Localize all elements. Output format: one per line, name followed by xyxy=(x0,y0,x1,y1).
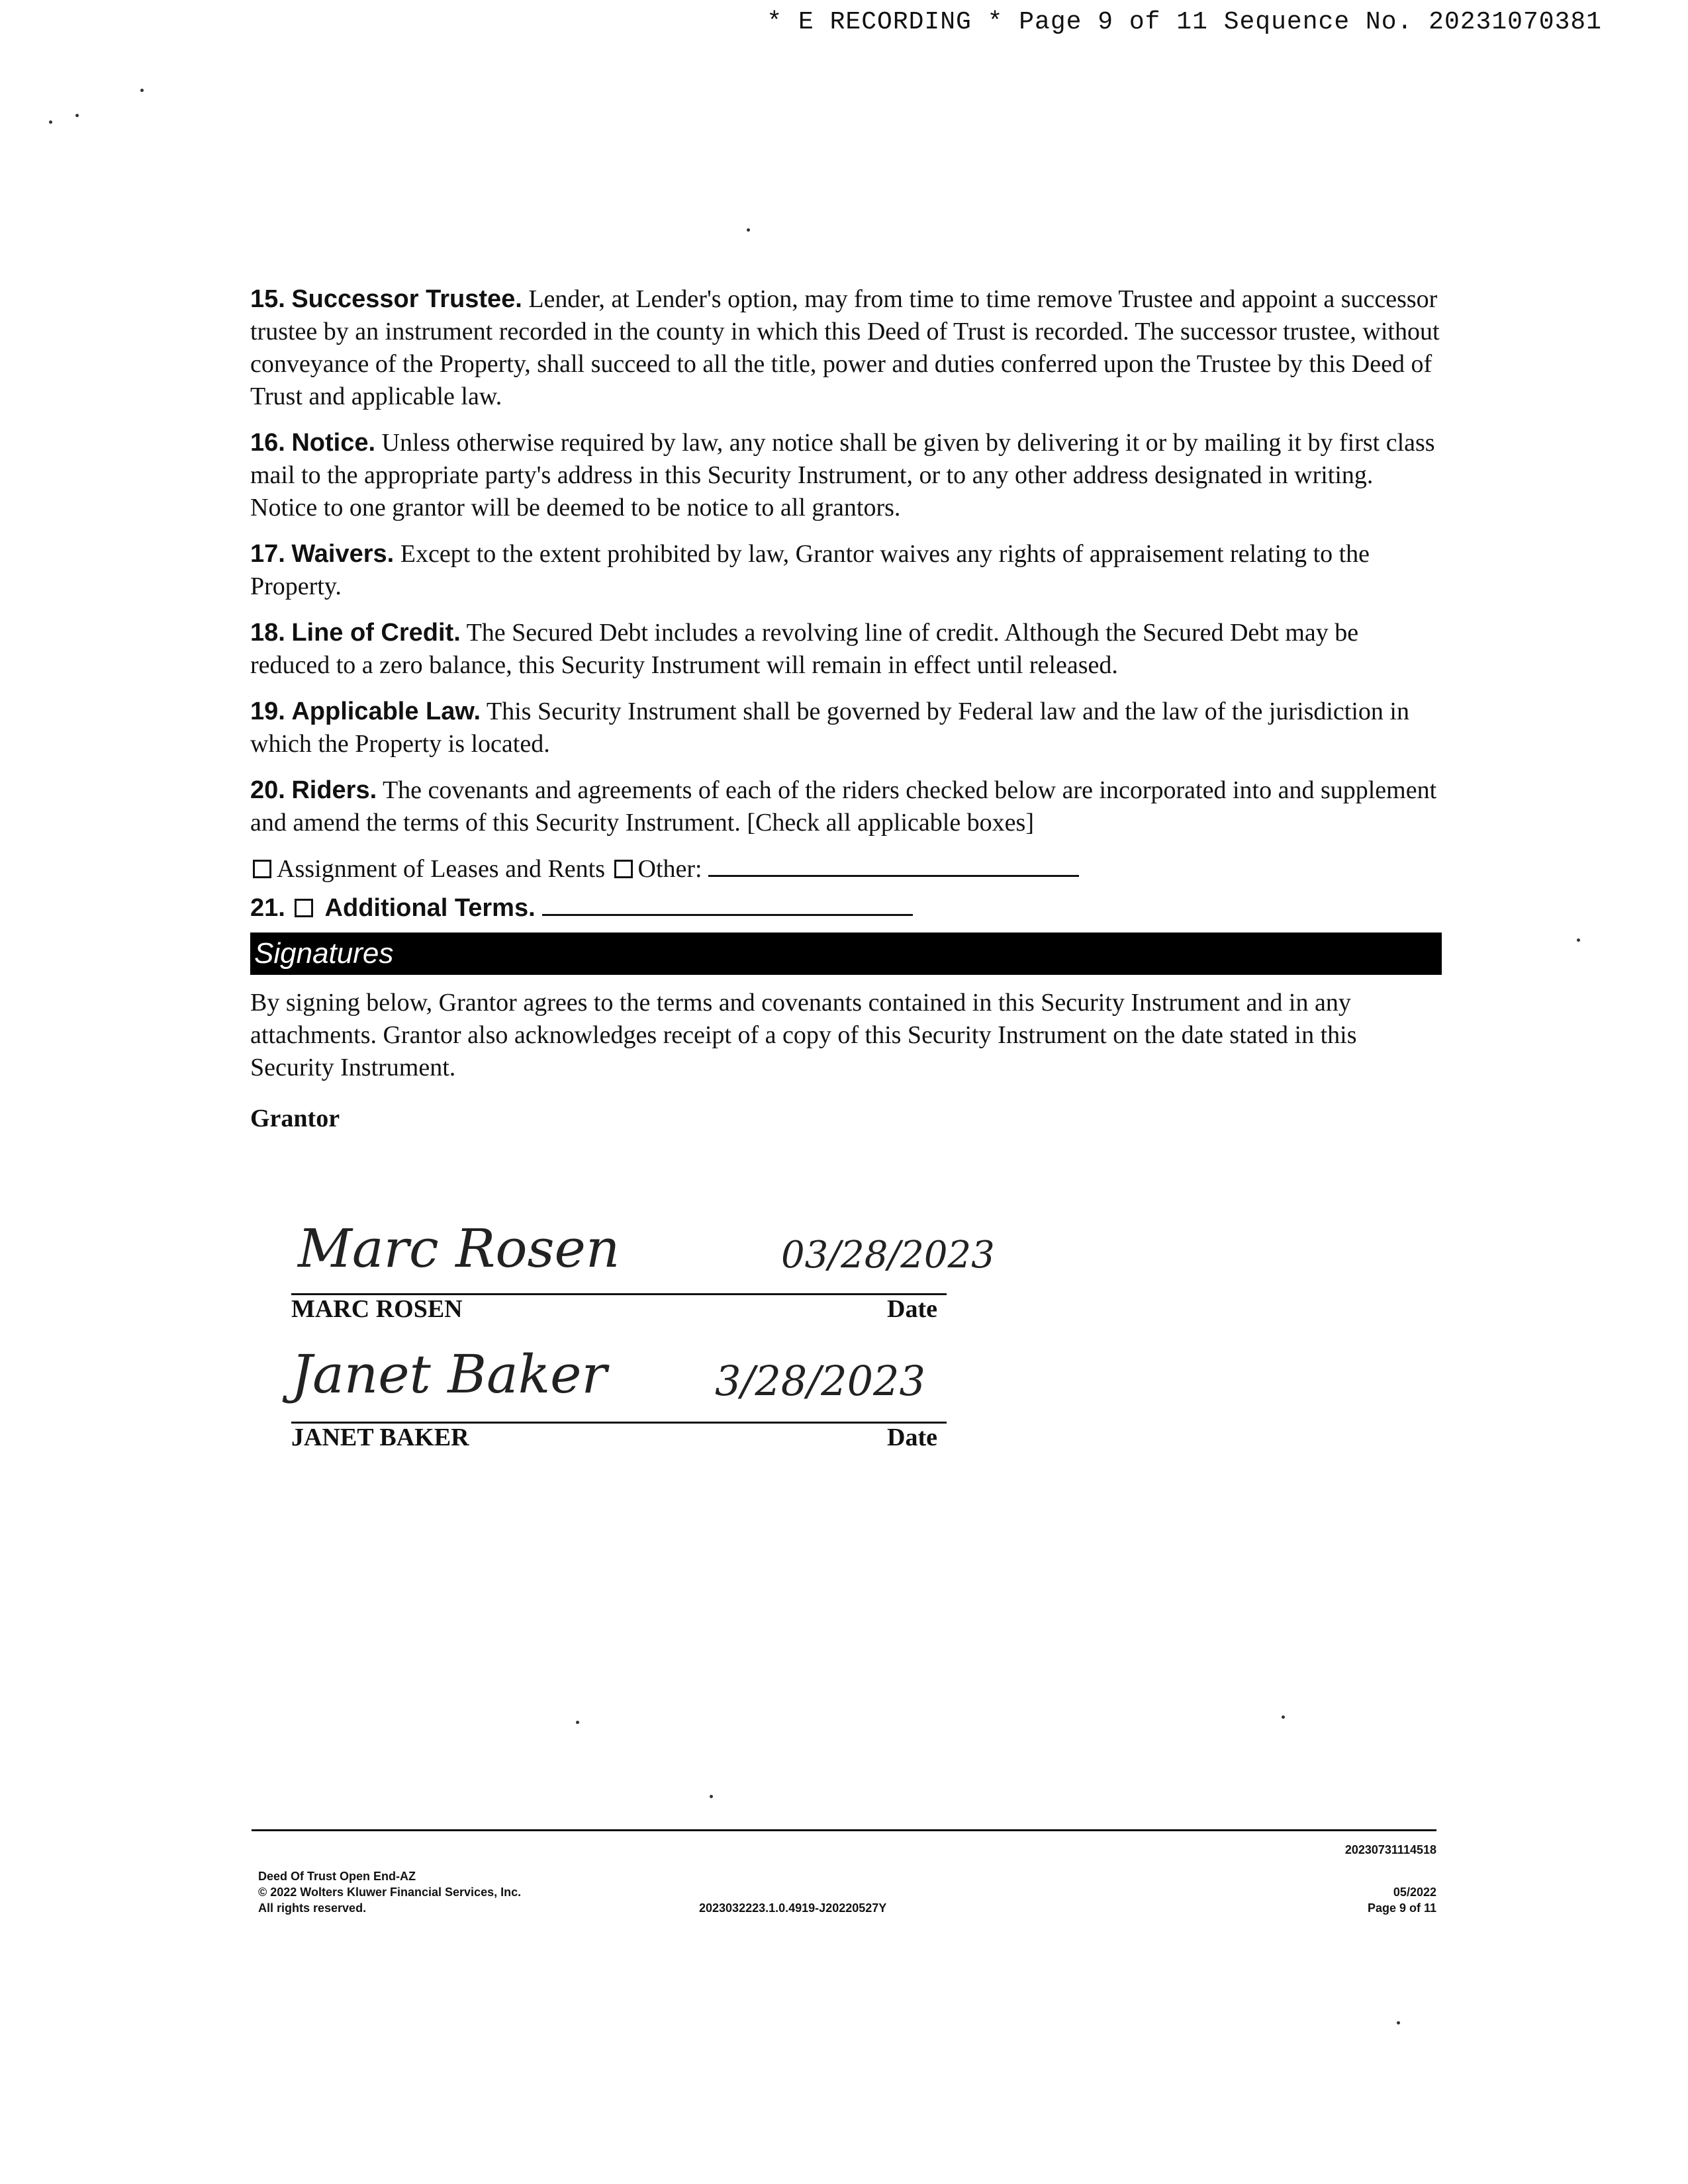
additional-terms-blank[interactable] xyxy=(542,914,913,916)
assignment-of-leases-checkbox[interactable] xyxy=(253,860,271,878)
signature-block xyxy=(291,1205,1086,1482)
section-21 xyxy=(250,892,1442,925)
grantor-label: Grantor xyxy=(250,1105,340,1132)
section-text: The covenants and agreements of each of the riders checked below are incorporated into and supplement and amend the terms of this Security Instrument. [Check all applicable boxes] xyxy=(250,776,1437,837)
section-text: Except to the extent prohibited by law, Grantor waives any rights of appraisement relating to the Property. xyxy=(250,540,1370,600)
scan-speck xyxy=(710,1795,713,1798)
section-title: Riders. xyxy=(291,776,377,804)
signer-row-2 xyxy=(291,1337,953,1469)
section-text: Lender, at Lender's option, may from time to time remove Trustee and appoint a successor trustee by an instrument recorded in the county in which this Deed of Trust is recorded. The successor trustee, without conveyance of the Property, shall succeed to all the title, power and duties conferred upon the Trustee by this Deed of Trust and applicable law. xyxy=(250,285,1440,410)
handwritten-signature: Janet Baker xyxy=(291,1343,607,1405)
scan-speck xyxy=(576,1721,579,1724)
section-text: This Security Instrument shall be governed by Federal law and the law of the jurisdiction in which the Property is located. xyxy=(250,698,1409,758)
section-title: Additional Terms. xyxy=(324,894,536,922)
section-number: 20. xyxy=(250,776,285,804)
document-body xyxy=(250,283,1442,1133)
section-17 xyxy=(250,538,1442,603)
signatures-bar: Signatures xyxy=(250,933,1442,975)
other-rider-label: Other: xyxy=(637,855,702,883)
scan-speck xyxy=(140,89,144,92)
section-number: 17. xyxy=(250,540,285,568)
page-number: Page 9 of 11 xyxy=(1367,1901,1436,1915)
additional-terms-checkbox[interactable] xyxy=(295,899,313,917)
form-info xyxy=(258,1868,521,1916)
form-meta xyxy=(1368,1884,1436,1916)
section-19 xyxy=(250,696,1442,760)
handwritten-signature: Marc Rosen xyxy=(298,1218,620,1279)
section-number: 19. xyxy=(250,698,285,725)
assignment-of-leases-label: Assignment of Leases and Rents xyxy=(277,855,606,883)
handwritten-date: 03/28/2023 xyxy=(781,1234,995,1277)
form-name: Deed Of Trust Open End-AZ xyxy=(258,1870,416,1883)
section-text: Unless otherwise required by law, any notice shall be given by delivering it or by mailing it by first class mail to the appropriate party's address in this Security Instrument, or to any other address designated in writing. Notice to one grantor will be deemed to be notice to all grantors. xyxy=(250,429,1435,522)
section-15 xyxy=(250,283,1442,413)
section-text: The Secured Debt includes a revolving line of credit. Although the Secured Debt may be reduced to a zero balance, this Security Instrument will remain in effect until released. xyxy=(250,619,1359,679)
riders-options xyxy=(250,853,1442,886)
page-footer xyxy=(252,1829,1436,1915)
copyright: © 2022 Wolters Kluwer Financial Services, Inc. xyxy=(258,1886,522,1899)
other-rider-checkbox[interactable] xyxy=(614,860,633,878)
scan-speck xyxy=(1282,1715,1285,1719)
recording-header: * E RECORDING * Page 9 of 11 Sequence No. 20231070381 xyxy=(767,8,1602,36)
section-number: 15. xyxy=(250,285,285,313)
signer-row-1 xyxy=(291,1205,995,1337)
document-code: 2023032223.1.0.4919-J20220527Y xyxy=(699,1901,887,1915)
scan-speck xyxy=(75,114,79,117)
handwritten-date: 3/28/2023 xyxy=(715,1357,925,1405)
scan-speck xyxy=(49,120,52,124)
section-title: Line of Credit. xyxy=(291,619,461,647)
rights-notice: All rights reserved. xyxy=(258,1901,367,1915)
scan-speck xyxy=(747,228,750,232)
date-label: Date xyxy=(887,1424,937,1451)
section-16 xyxy=(250,427,1442,524)
reference-number: 20230731114518 xyxy=(1344,1843,1436,1856)
scan-speck xyxy=(1397,2021,1400,2025)
form-date: 05/2022 xyxy=(1393,1886,1436,1899)
other-rider-blank[interactable] xyxy=(708,875,1079,877)
section-number: 16. xyxy=(250,429,285,457)
section-18 xyxy=(250,617,1442,682)
signer-name: MARC ROSEN xyxy=(291,1295,463,1323)
section-title: Successor Trustee. xyxy=(291,285,522,313)
section-title: Waivers. xyxy=(291,540,395,568)
section-number: 21. xyxy=(250,894,285,922)
scan-speck xyxy=(1577,938,1580,942)
signatures-intro: By signing below, Grantor agrees to the terms and covenants contained in this Security Instrument and in any attachments. Grantor also acknowledges receipt of a copy of this Security Instrument on the date stated in this Security Instrument. xyxy=(250,989,1357,1081)
section-title: Notice. xyxy=(291,429,376,457)
section-title: Applicable Law. xyxy=(291,698,481,725)
section-20 xyxy=(250,774,1442,839)
date-label: Date xyxy=(887,1295,937,1323)
signer-name: JANET BAKER xyxy=(291,1424,469,1451)
section-number: 18. xyxy=(250,619,285,647)
